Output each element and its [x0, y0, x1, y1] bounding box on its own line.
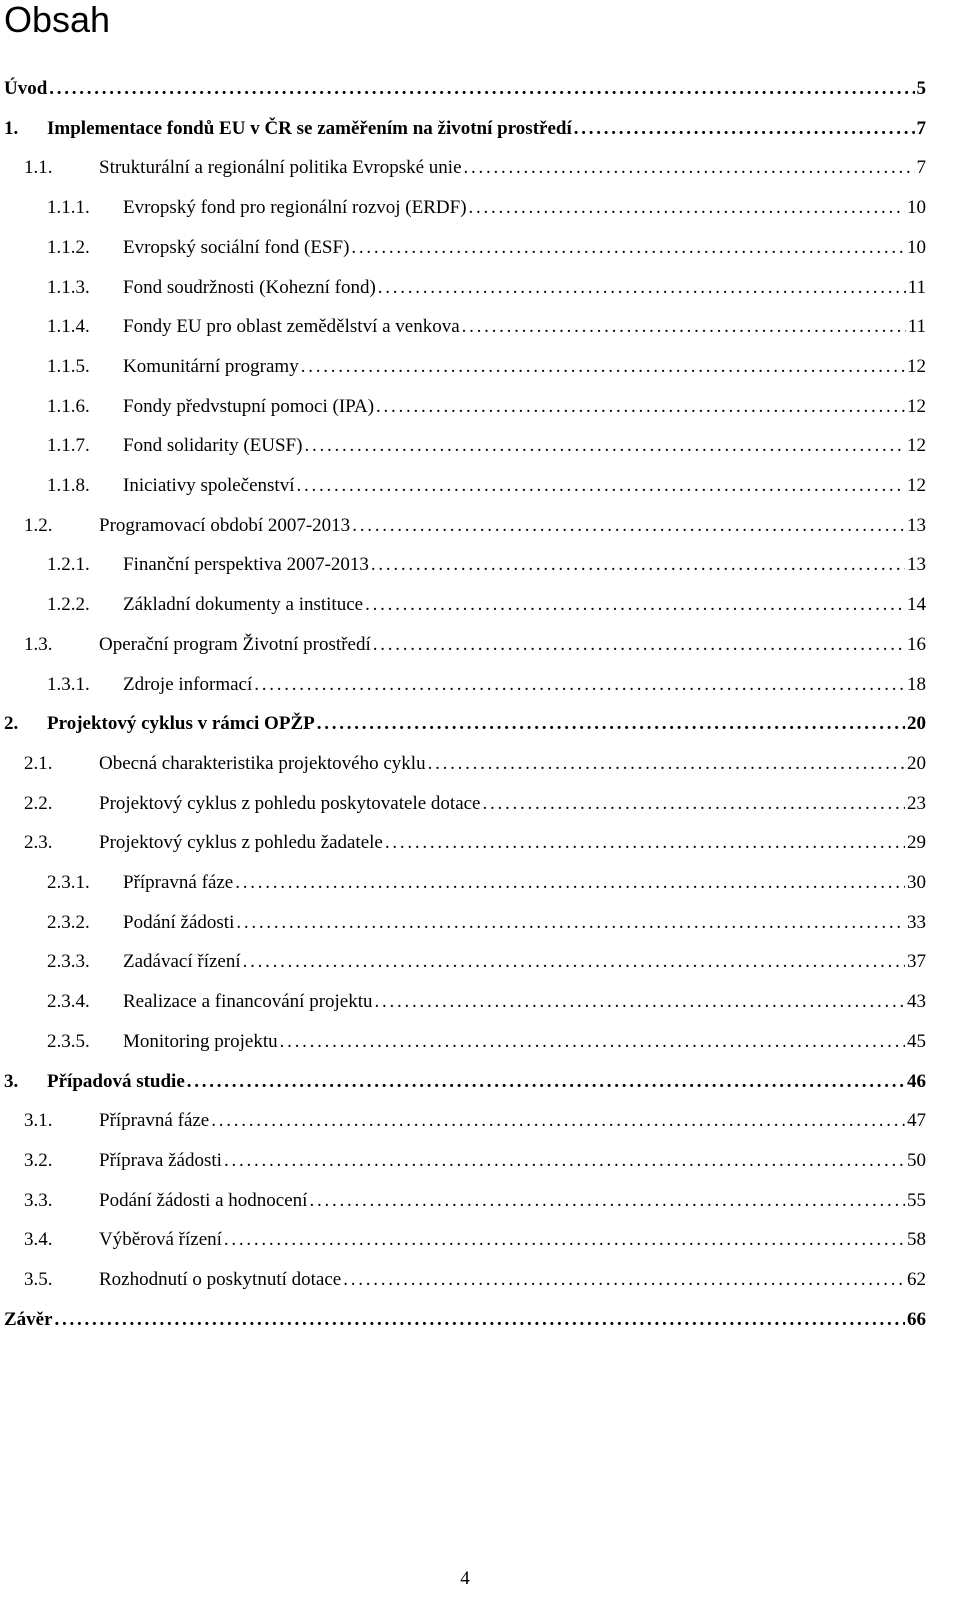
toc-entry[interactable] — [0, 711, 960, 737]
toc-entry[interactable] — [0, 76, 960, 102]
toc-entry[interactable] — [0, 513, 960, 539]
toc-entry-page: 16 — [907, 633, 926, 655]
toc-entry-title: Realizace a financování projektu — [123, 991, 373, 1013]
toc-entry-page: 50 — [907, 1149, 926, 1171]
toc-entry-page: 13 — [907, 554, 926, 576]
toc-entry-title: Implementace fondů EU v ČR se zaměřením na životní prostředí — [47, 117, 572, 139]
toc-entry-page: 14 — [907, 594, 926, 616]
toc-dot-leader — [375, 989, 905, 1015]
toc-entry-page: 62 — [907, 1269, 926, 1290]
toc-entry-title: Příprava žádosti — [99, 1149, 222, 1171]
toc-entry-title: Podání žádosti — [123, 911, 235, 933]
toc-dot-leader — [224, 1227, 905, 1253]
toc-entry[interactable] — [0, 155, 960, 181]
toc-entry[interactable] — [0, 830, 960, 856]
toc-dot-leader — [574, 116, 915, 142]
toc-dot-leader — [376, 394, 905, 420]
toc-entry-page: 10 — [907, 197, 926, 219]
toc-entry-number: 1. — [4, 117, 19, 139]
toc-entry-title: Fondy předvstupní pomoci (IPA) — [123, 395, 375, 417]
toc-entry-number: 1.2. — [24, 514, 53, 536]
toc-entry[interactable] — [0, 1069, 960, 1095]
toc-dot-leader — [428, 751, 905, 777]
toc-dot-leader — [236, 910, 905, 936]
toc-dot-leader — [462, 314, 906, 340]
toc-dot-leader — [187, 1069, 905, 1095]
toc-entry-number: 3. — [4, 1070, 19, 1092]
toc-entry[interactable] — [0, 989, 960, 1015]
toc-entry-page: 7 — [916, 117, 926, 139]
toc-entry-number: 2.2. — [24, 792, 53, 814]
toc-entry-title: Podání žádosti a hodnocení — [99, 1189, 308, 1211]
toc-entry-number: 1.1. — [24, 157, 53, 179]
toc-entry-page: 12 — [907, 355, 926, 377]
toc-entry[interactable] — [0, 949, 960, 975]
toc-entry-number: 2.3.2. — [47, 911, 90, 933]
toc-entry-number: 1.3. — [24, 633, 53, 655]
toc-entry-page: 47 — [907, 1110, 926, 1132]
toc-entry-title: Obecná charakteristika projektového cyklu — [99, 752, 426, 774]
toc-entry[interactable] — [0, 394, 960, 420]
toc-entry-number: 1.1.2. — [47, 236, 90, 258]
toc-dot-leader — [309, 1188, 905, 1214]
toc-dot-leader — [343, 1267, 905, 1293]
toc-entry-number: 3.4. — [24, 1229, 53, 1251]
toc-entry-number: 2.3.4. — [47, 991, 90, 1013]
toc-entry-title: Rozhodnutí o poskytnutí dotace — [99, 1269, 342, 1290]
toc-dot-leader — [371, 552, 905, 578]
toc-entry[interactable] — [0, 672, 960, 698]
toc-dot-leader — [235, 870, 905, 896]
toc-entry[interactable] — [0, 235, 960, 261]
toc-entry-title: Operační program Životní prostředí — [99, 633, 371, 655]
toc-entry-page: 11 — [907, 276, 926, 298]
toc-entry[interactable] — [0, 791, 960, 817]
toc-entry-page: 33 — [907, 911, 926, 933]
toc-entry-page: 11 — [907, 316, 926, 338]
toc-entry[interactable] — [0, 116, 960, 142]
toc-entry-page: 37 — [907, 951, 926, 973]
toc-entry-title: Projektový cyklus v rámci OPŽP — [47, 713, 315, 735]
toc-entry-number: 2.3. — [24, 832, 53, 854]
toc-entry-number: 2.3.1. — [47, 872, 90, 893]
toc-entry-number: 3.2. — [24, 1149, 53, 1171]
toc-entry-title: Případová studie — [47, 1070, 185, 1092]
toc-entry[interactable] — [0, 473, 960, 499]
toc-entry-title: Strukturální a regionální politika Evropské unie — [99, 157, 462, 179]
toc-entry[interactable] — [0, 1108, 960, 1134]
toc-entry-page: 30 — [907, 872, 926, 893]
toc-entry-title: Fond soudržnosti (Kohezní fond) — [123, 276, 376, 298]
toc-entry-title: Úvod — [4, 78, 48, 99]
toc-entry[interactable] — [0, 751, 960, 777]
toc-entry-page: 66 — [907, 1308, 926, 1330]
toc-dot-leader — [211, 1108, 905, 1134]
toc-entry-number: 3.5. — [24, 1269, 53, 1290]
toc-entry-title: Závěr — [4, 1308, 53, 1330]
toc-entry-page: 55 — [907, 1189, 926, 1211]
toc-dot-leader — [254, 672, 905, 698]
toc-entry-title: Evropský sociální fond (ESF) — [123, 236, 350, 258]
toc-entry-title: Finanční perspektiva 2007-2013 — [123, 554, 369, 576]
toc-entry[interactable] — [0, 910, 960, 936]
toc-entry-title: Fondy EU pro oblast zemědělství a venkova — [123, 316, 460, 338]
toc-entry-number: 3.1. — [24, 1110, 53, 1132]
toc-dot-leader — [224, 1148, 905, 1174]
toc-dot-leader — [351, 235, 905, 261]
toc-entry-page: 13 — [907, 514, 926, 536]
toc-entry-title: Přípravná fáze — [99, 1110, 210, 1132]
toc-entry[interactable] — [0, 1148, 960, 1174]
toc-entry-number: 1.1.8. — [47, 475, 90, 496]
toc-entry-number: 1.1.5. — [47, 355, 90, 377]
toc-entry[interactable] — [0, 632, 960, 658]
toc-entry[interactable] — [0, 354, 960, 380]
toc-dot-leader — [55, 1307, 905, 1333]
toc-entry[interactable] — [0, 314, 960, 340]
toc-entry-number: 1.2.1. — [47, 554, 90, 576]
toc-entry[interactable] — [0, 433, 960, 459]
toc-entry-number: 1.2.2. — [47, 594, 90, 616]
toc-entry-title: Komunitární programy — [123, 355, 299, 377]
toc-entry-number: 1.1.3. — [47, 276, 90, 298]
toc-entry[interactable] — [0, 195, 960, 221]
toc-entry-page: 29 — [907, 832, 926, 854]
toc-entry[interactable] — [0, 1029, 960, 1055]
toc-dot-leader — [49, 76, 914, 102]
toc-entry-page: 43 — [907, 991, 926, 1013]
toc-entry-page: 46 — [907, 1070, 926, 1092]
toc-entry[interactable] — [0, 275, 960, 301]
toc-entry-page: 10 — [907, 236, 926, 258]
toc-entry-number: 1.1.4. — [47, 316, 90, 338]
toc-dot-leader — [469, 195, 905, 221]
toc-dot-leader — [373, 632, 905, 658]
toc-entry-number: 2. — [4, 713, 19, 735]
toc-entry-title: Výběrová řízení — [99, 1229, 222, 1251]
toc-entry-page: 20 — [907, 752, 926, 774]
toc-entry-number: 2.1. — [24, 752, 53, 774]
toc-entry-page: 23 — [907, 792, 926, 814]
toc-entry-title: Zadávací řízení — [123, 951, 241, 973]
toc-entry-page: 45 — [907, 1030, 926, 1052]
toc-dot-leader — [352, 513, 905, 539]
toc-entry[interactable] — [0, 1307, 960, 1333]
toc-dot-leader — [385, 830, 905, 856]
toc-entry-page: 12 — [907, 435, 926, 457]
toc-entry-page: 5 — [916, 78, 926, 99]
toc-entry[interactable] — [0, 552, 960, 578]
toc-entry-number: 1.1.7. — [47, 435, 90, 457]
toc-entry-title: Fond solidarity (EUSF) — [123, 435, 303, 457]
toc-entry-page: 12 — [907, 395, 926, 417]
toc-entry-page: 58 — [907, 1229, 926, 1251]
toc-entry-title: Programovací období 2007-2013 — [99, 514, 351, 536]
toc-entry-title: Projektový cyklus z pohledu žadatele — [99, 832, 383, 854]
toc-entry-page: 20 — [907, 713, 926, 735]
page-title: Obsah — [4, 0, 111, 40]
toc-entry-title: Základní dokumenty a instituce — [123, 594, 364, 616]
toc-entry[interactable] — [0, 1227, 960, 1253]
toc-dot-leader — [243, 949, 905, 975]
toc-entry-title: Iniciativy společenství — [123, 475, 295, 496]
toc-dot-leader — [317, 711, 905, 737]
toc-entry-title: Projektový cyklus z pohledu poskytovatele dotace — [99, 792, 481, 814]
toc-dot-leader — [464, 155, 915, 181]
toc-entry-page: 18 — [907, 673, 926, 695]
toc-entry-title: Zdroje informací — [123, 673, 253, 695]
toc-entry[interactable] — [0, 1188, 960, 1214]
page-number: 4 — [460, 1568, 470, 1589]
toc-entry-number: 1.1.1. — [47, 197, 90, 219]
toc-dot-leader — [483, 791, 906, 817]
toc-entry-page: 7 — [916, 157, 926, 179]
toc-entry-title: Evropský fond pro regionální rozvoj (ERDF) — [123, 197, 467, 219]
toc-entry-number: 1.3.1. — [47, 673, 90, 695]
toc-dot-leader — [365, 592, 905, 618]
toc-dot-leader — [304, 433, 905, 459]
toc-dot-leader — [301, 354, 905, 380]
toc-dot-leader — [296, 473, 905, 499]
toc-entry-number: 2.3.3. — [47, 951, 90, 973]
toc-dot-leader — [280, 1029, 905, 1055]
toc-entry[interactable] — [0, 1267, 960, 1293]
toc-entry-number: 1.1.6. — [47, 395, 90, 417]
toc-dot-leader — [378, 275, 906, 301]
toc-entry-title: Monitoring projektu — [123, 1030, 278, 1052]
toc-entry-number: 2.3.5. — [47, 1030, 90, 1052]
toc-entry-number: 3.3. — [24, 1189, 53, 1211]
toc-entry[interactable] — [0, 592, 960, 618]
toc-entry-page: 12 — [907, 475, 926, 496]
toc-entry[interactable] — [0, 870, 960, 896]
toc-entry-title: Přípravná fáze — [123, 872, 234, 893]
